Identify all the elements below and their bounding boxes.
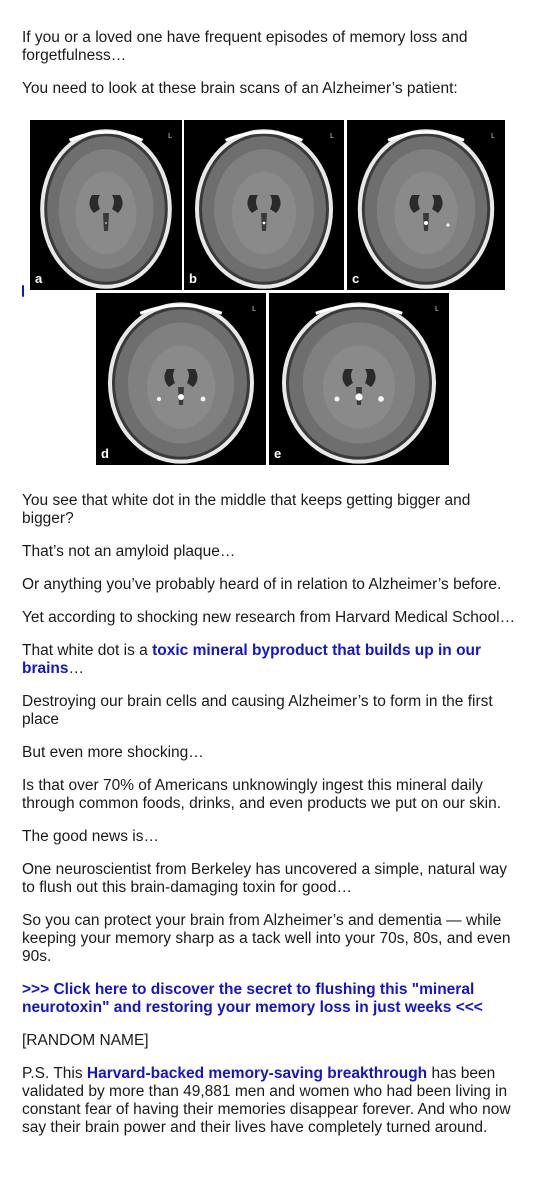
body-paragraph-5: That white dot is a toxic mineral byproduct that builds up in our brains… [22, 642, 482, 677]
body-paragraph-10: One neuroscientist from Berkeley has uncovered a simple, natural way to flush out this brain-damaging toxin for good… [22, 861, 508, 896]
body-paragraph-6: Destroying our brain cells and causing Alzheimer’s to form in the first place [22, 693, 493, 728]
intro-paragraph-2: You need to look at these brain scans of an Alzheimer’s patient: [22, 80, 458, 97]
brain-scans-image [30, 120, 510, 472]
body-paragraph-2: That’s not an amyloid plaque… [22, 543, 236, 560]
scan-label-d: d [101, 446, 109, 461]
breakthrough-link[interactable]: Harvard-backed memory-saving breakthrough [86, 1065, 428, 1082]
scan-label-a: a [35, 271, 43, 286]
intro-paragraph-1: If you or a loved one have frequent episodes of memory loss and forgetfulness… [22, 29, 468, 64]
scan-label-c: c [352, 271, 360, 286]
body-paragraph-9: The good news is… [22, 828, 159, 845]
brain-scan-e: L e [269, 293, 449, 465]
ct-brain-scan-icon [347, 120, 505, 290]
ct-brain-scan-icon [184, 120, 344, 290]
body-paragraph-3: Or anything you’ve probably heard of in relation to Alzheimer’s before. [22, 576, 502, 593]
scan-label-e: e [274, 446, 282, 461]
ct-brain-scan-icon [269, 293, 449, 465]
email-body [22, 29, 522, 1152]
cta-link[interactable]: >>> Click here to discover the secret to flushing this "mineral neurotoxin" and restoring your memory loss in just weeks <<< [22, 981, 483, 1016]
brain-scan-a: L a [30, 120, 182, 290]
body-paragraph-1: You see that white dot in the middle that keeps getting bigger and bigger? [22, 492, 471, 527]
brain-scan-d: L d [96, 293, 266, 465]
body-paragraph-11: So you can protect your brain from Alzheimer’s and dementia — while keeping your memory sharp as a tack well into your 70s, 80s, and even 90s. [22, 912, 511, 965]
ps-paragraph: P.S. This Harvard-backed memory-saving breakthrough has been validated by more than 49,881 men and women who had been living in constant fear of having their memories disappear forever. And who now say their brain power and their lives have completely turned around. [22, 1065, 511, 1136]
scan-label-b: b [189, 271, 197, 286]
body-paragraph-8: Is that over 70% of Americans unknowingly ingest this mineral daily through common foods, drinks, and even products we put on our skin. [22, 777, 502, 812]
toxic-mineral-link[interactable]: toxic mineral byproduct that builds up in our brains [22, 642, 482, 677]
ct-brain-scan-icon [96, 293, 266, 465]
body-paragraph-7: But even more shocking… [22, 744, 204, 761]
cta-paragraph [22, 981, 522, 1017]
brain-scan-b: L b [184, 120, 344, 290]
body-paragraph-4: Yet according to shocking new research from Harvard Medical School… [22, 609, 516, 626]
signature: [RANDOM NAME] [22, 1032, 149, 1049]
brain-scan-c: L c [347, 120, 505, 290]
ct-brain-scan-icon [30, 120, 182, 290]
